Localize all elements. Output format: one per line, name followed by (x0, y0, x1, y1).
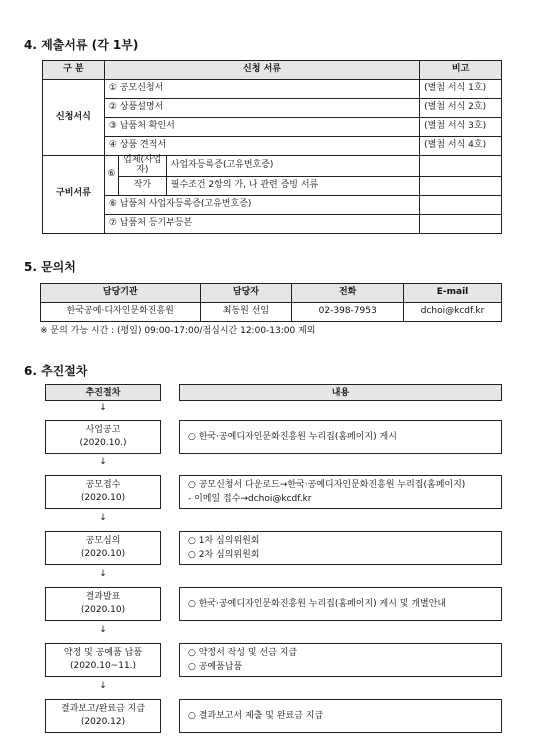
phone-cell: 02-398-7953 (292, 303, 404, 322)
doc-cell: ③ 납품처 확인서 (104, 118, 419, 137)
documents-table (42, 60, 502, 234)
flow-arrow: ↓ (99, 681, 107, 691)
step-content (179, 475, 502, 509)
col-header-agency: 담당기관 (41, 284, 201, 303)
table-row (43, 137, 502, 156)
table-header-row (43, 61, 502, 80)
doc-cell: ⑥ 납품처 사업자등록증(고유번호증) (104, 195, 419, 214)
sub-type-cell: 업체(사업자) (118, 156, 166, 177)
remark-cell (420, 176, 502, 195)
content-line: ○ 공모신청서 다운로드→한국·공예디자인문화진흥원 누리집(홈페이지) (188, 479, 466, 490)
remark-cell: (별첨 서식 1호) (420, 80, 502, 99)
flow-arrow: ↓ (99, 569, 107, 579)
col-header-remarks: 비고 (420, 61, 502, 80)
col-header-manager: 담당자 (200, 284, 292, 303)
content-line: ○ 결과보고서 제출 및 완료금 지급 (188, 710, 324, 721)
manager-cell: 최동원 선임 (200, 303, 292, 322)
remark-cell: (별첨 서식 2호) (420, 99, 502, 118)
step-content (179, 699, 502, 733)
agency-cell: 한국공예·디자인문화진흥원 (41, 303, 201, 322)
step-box (45, 643, 161, 677)
table-row (43, 214, 502, 233)
section-5-title: 5. 문의처 (24, 260, 76, 274)
step-name: 약정 및 공예품 납품 (63, 647, 143, 658)
content-line: ○ 약정서 작성 및 선금 지급 (188, 647, 298, 658)
doc-cell: ② 상품설명서 (104, 99, 419, 118)
inquiry-hours-note: ※ 문의 가능 시간 : (평일) 09:00-17:00/점심시간 12:00-13:00 제외 (40, 326, 316, 336)
step-content (179, 587, 502, 621)
content-line: ○ 2차 심의위원회 (188, 550, 260, 560)
flow-arrow: ↓ (99, 625, 107, 635)
process-header: 추진절차 (45, 384, 161, 401)
table-row (43, 99, 502, 118)
content-header: 내용 (179, 384, 502, 401)
flow-arrow: ↓ (99, 457, 107, 467)
sub-type-cell: 작가 (118, 176, 166, 195)
step-name: 결과보고/완료금 지급 (60, 703, 146, 714)
flow-arrow: ↓ (99, 513, 107, 523)
table-row (43, 118, 502, 137)
section-4-title: 4. 제출서류 (각 1부) (24, 38, 139, 52)
step-name: 공모심의 (85, 535, 121, 546)
remark-cell: (별첨 서식 3호) (420, 118, 502, 137)
step-date: (2020.12) (80, 717, 126, 727)
content-line: ○ 한국·공예디자인문화진흥원 누리집(홈페이지) 게시 및 개별안내 (188, 598, 447, 609)
step-date: (2020.10) (80, 493, 126, 503)
doc-cell: ⑦ 납품처 등기부등본 (104, 214, 419, 233)
col-header-documents: 신청 서류 (104, 61, 419, 80)
group-label-required: 구비서류 (43, 156, 105, 234)
step-date: (2020.10~11.) (69, 661, 137, 671)
section-6-title: 6. 추진절차 (24, 364, 88, 378)
step-name: 공모접수 (85, 479, 121, 490)
table-row (43, 195, 502, 214)
col-header-category: 구 분 (43, 61, 105, 80)
step-name: 결과발표 (85, 591, 121, 602)
remark-cell (420, 214, 502, 233)
col-header-email: E-mail (404, 284, 502, 303)
step-box (45, 699, 161, 733)
email-cell[interactable]: dchoi@kcdf.kr (404, 303, 502, 322)
remark-cell: (별첨 서식 4호) (420, 137, 502, 156)
content-line: - 이메일 접수→dchoi@kcdf.kr (188, 494, 312, 504)
content-line: ○ 1차 심의위원회 (188, 535, 260, 546)
content-line: ○ 한국·공예디자인문화진흥원 누리집(홈페이지) 게시 (188, 431, 397, 442)
step-box (45, 475, 161, 509)
remark-cell (420, 195, 502, 214)
table-row (43, 80, 502, 99)
remark-cell (420, 156, 502, 177)
step-box (45, 420, 161, 454)
doc-cell: 사업자등록증(고유번호증) (166, 156, 419, 177)
doc-cell: ① 공모신청서 (104, 80, 419, 99)
step-name: 사업공고 (85, 424, 121, 435)
contact-table (40, 283, 502, 322)
step-box (45, 587, 161, 621)
table-row (43, 156, 502, 177)
content-line: ○ 공예품납품 (188, 662, 243, 672)
step-content (179, 420, 502, 454)
step-content (179, 531, 502, 565)
step-content (179, 643, 502, 677)
table-header-row (41, 284, 502, 303)
step-date: (2020.10) (80, 605, 126, 615)
step-box (45, 531, 161, 565)
flow-arrow: ↓ (99, 403, 107, 413)
num-6-cell: ⑥ (104, 156, 118, 196)
doc-cell: ④ 상품 견적서 (104, 137, 419, 156)
col-header-phone: 전화 (292, 284, 404, 303)
table-row (41, 303, 502, 322)
doc-cell: 필수조건 2항의 가, 나 관련 증빙 서류 (166, 176, 419, 195)
group-label-application: 신청서식 (43, 80, 105, 156)
step-date: (2020.10.) (79, 438, 127, 448)
step-date: (2020.10) (80, 549, 126, 559)
